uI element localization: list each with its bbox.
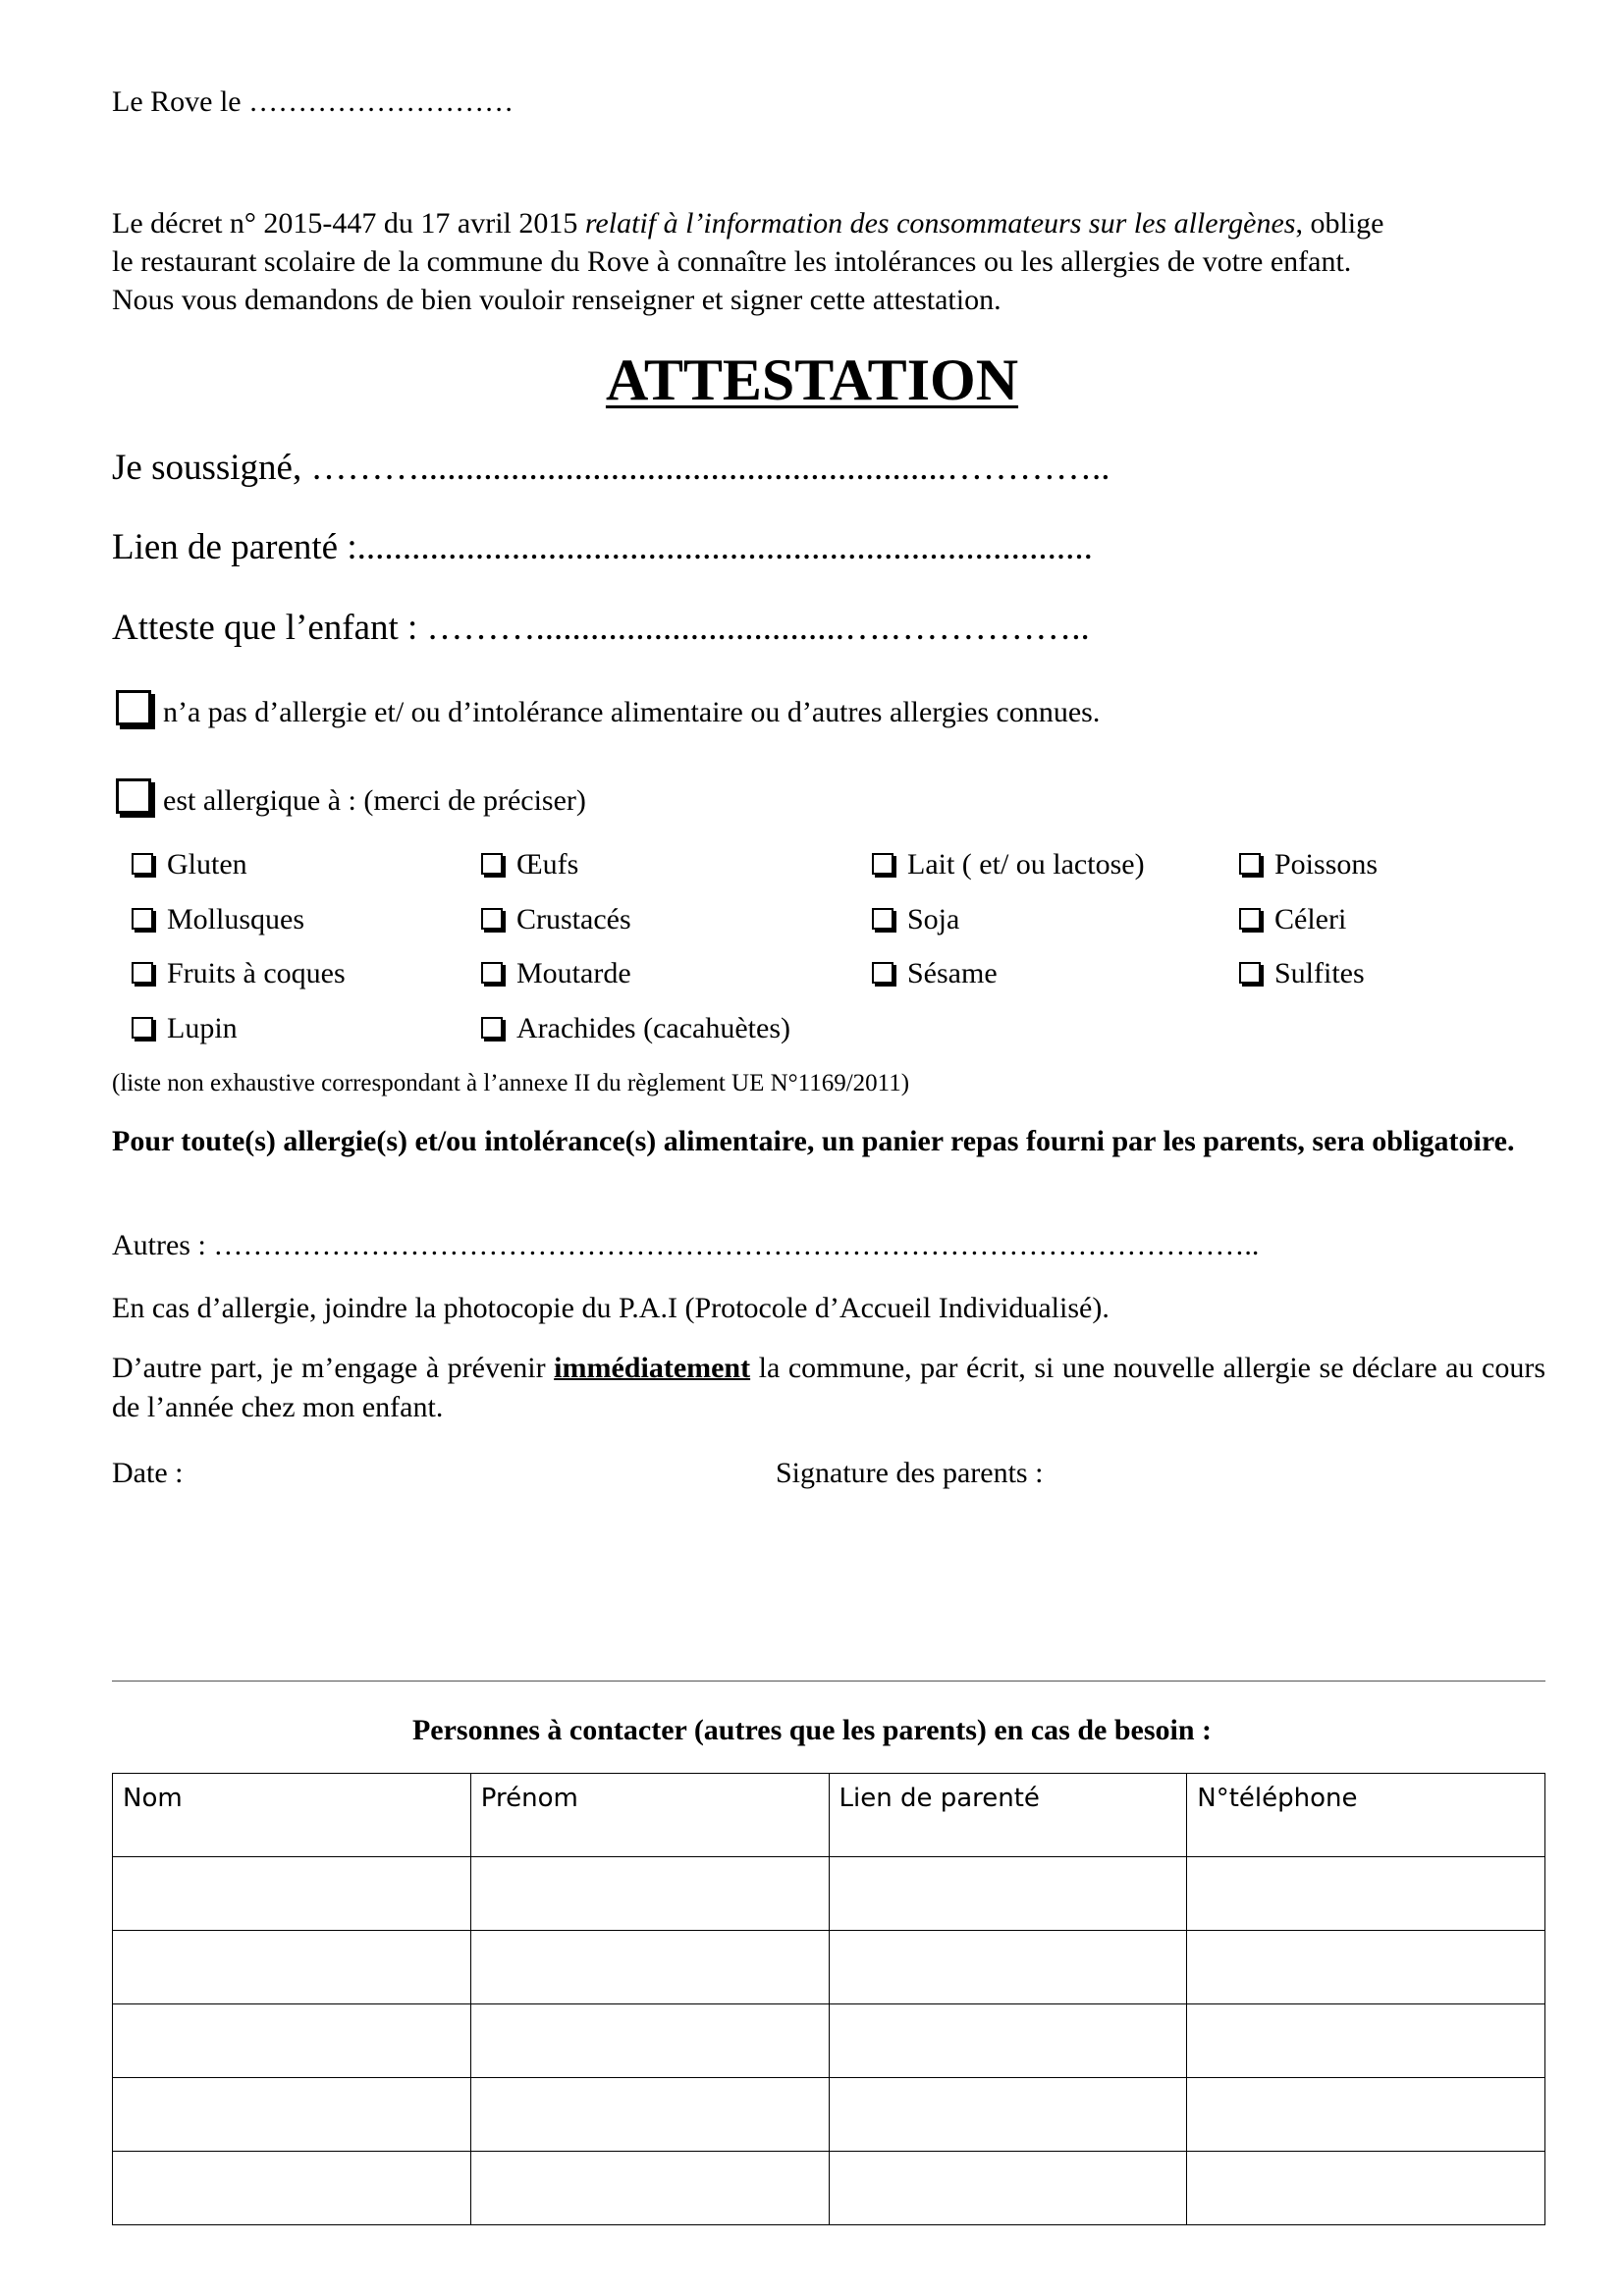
intro-line-2: le restaurant scolaire de la commune du Rove à connaître les intolérances ou les allergies de votre enfant. (112, 245, 1352, 278)
allergen-option[interactable] (132, 846, 247, 883)
allergen-checkbox[interactable] (132, 962, 153, 984)
contact-cell[interactable] (829, 1931, 1187, 2004)
contact-cell[interactable] (1187, 2004, 1545, 2078)
contact-cell[interactable] (1187, 2078, 1545, 2152)
field-autres[interactable]: Autres : …………………………………………………………………………………………….. (112, 1229, 1260, 1261)
allergen-label: Poissons (1274, 848, 1379, 881)
col-header-lien: Lien de parenté (829, 1774, 1187, 1857)
engagement-emphasis: immédiatement (554, 1352, 751, 1384)
contact-cell[interactable] (470, 2152, 829, 2225)
allergen-option[interactable] (132, 1010, 238, 1047)
field-enfant[interactable]: Atteste que l’enfant : ………..................................….…………….. (112, 608, 1090, 648)
checkbox-no-allergy[interactable] (116, 690, 151, 725)
allergen-label: Lait ( et/ ou lactose) (907, 848, 1145, 881)
section-divider (112, 1681, 1545, 1682)
allergen-checkbox[interactable] (1239, 962, 1261, 984)
allergen-option[interactable] (481, 901, 631, 938)
allergen-checkbox[interactable] (481, 853, 503, 875)
contact-cell[interactable] (113, 2004, 471, 2078)
engagement-paragraph: D’autre part, je m’engage à prévenir immédiatement la commune, par écrit, si une nouvelle allergie se déclare au cours de l’année chez mon enfant. (112, 1352, 1546, 1423)
allergen-label: Fruits à coques (167, 957, 346, 989)
allergen-option[interactable] (1239, 901, 1346, 938)
col-header-telephone: N°téléphone (1187, 1774, 1545, 1857)
allergen-label: Mollusques (167, 903, 305, 935)
date-label[interactable]: Date : (112, 1457, 184, 1489)
contact-row (113, 2152, 1545, 2225)
contact-cell[interactable] (113, 1857, 471, 1931)
allergen-label: Arachides (cacahuètes) (516, 1012, 790, 1044)
allergen-option[interactable] (872, 901, 959, 938)
allergen-label: Gluten (167, 848, 247, 881)
allergen-checkbox[interactable] (132, 1017, 153, 1039)
contacts-table (112, 1773, 1545, 2225)
option-no-allergy[interactable] (116, 690, 1100, 731)
decree-subject: relatif à l’information des consommateurs sur les allergènes (584, 207, 1296, 240)
option-no-allergy-label: n’a pas d’allergie et/ ou d’intolérance alimentaire ou d’autres allergies connues. (163, 696, 1101, 728)
allergen-label: Moutarde (516, 957, 631, 989)
contact-row (113, 1857, 1545, 1931)
contact-row (113, 1931, 1545, 2004)
contact-cell[interactable] (1187, 2152, 1545, 2225)
regulation-note: (liste non exhaustive correspondant à l’annexe II du règlement UE N°1169/2011) (112, 1070, 910, 1096)
contact-cell[interactable] (829, 1857, 1187, 1931)
contact-cell[interactable] (1187, 1931, 1545, 2004)
option-allergic-label: est allergique à : (merci de préciser) (163, 784, 586, 817)
page-title: ATTESTATION (605, 347, 1019, 412)
field-lien-parente[interactable]: Lien de parenté :................................................................................. (112, 527, 1093, 567)
allergen-checkbox[interactable] (481, 908, 503, 930)
contact-cell[interactable] (113, 2152, 471, 2225)
allergen-label: Lupin (167, 1012, 238, 1044)
field-soussigne[interactable]: Je soussigné, ………..........................................................………….. (112, 448, 1110, 488)
allergen-label: Œufs (516, 848, 579, 881)
contact-cell[interactable] (470, 1931, 829, 2004)
contact-cell[interactable] (113, 2078, 471, 2152)
contact-cell[interactable] (829, 2078, 1187, 2152)
contact-cell[interactable] (829, 2152, 1187, 2225)
allergen-checkbox[interactable] (1239, 853, 1261, 875)
allergen-option[interactable] (481, 955, 631, 992)
contact-cell[interactable] (470, 1857, 829, 1931)
allergen-checkbox[interactable] (132, 908, 153, 930)
col-header-nom: Nom (113, 1774, 471, 1857)
contact-cell[interactable] (1187, 1857, 1545, 1931)
contact-cell[interactable] (113, 1931, 471, 2004)
allergen-checkbox[interactable] (132, 853, 153, 875)
contacts-heading: Personnes à contacter (autres que les parents) en cas de besoin : (411, 1714, 1213, 1746)
contact-cell[interactable] (470, 2078, 829, 2152)
contact-cell[interactable] (829, 2004, 1187, 2078)
allergen-label: Céleri (1274, 903, 1347, 935)
allergen-label: Sulfites (1274, 957, 1365, 989)
intro-line-1: Le décret n° 2015-447 du 17 avril 2015 relatif à l’information des consommateurs sur les allergènes, oblige (112, 207, 1384, 240)
contacts-body (113, 1857, 1545, 2225)
place-date-line[interactable]: Le Rove le ……………………… (112, 85, 514, 118)
intro-paragraph (112, 204, 1545, 319)
allergen-option[interactable] (1239, 846, 1378, 883)
allergen-option[interactable] (1239, 955, 1365, 992)
allergen-option[interactable] (132, 901, 304, 938)
contact-row (113, 2078, 1545, 2152)
allergen-option[interactable] (872, 846, 1145, 883)
allergen-checkbox[interactable] (872, 853, 893, 875)
allergen-checkbox[interactable] (872, 908, 893, 930)
pai-instruction: En cas d’allergie, joindre la photocopie du P.A.I (Protocole d’Accueil Individualisé). (112, 1292, 1110, 1324)
allergen-label: Soja (907, 903, 960, 935)
allergen-checkbox[interactable] (481, 1017, 503, 1039)
contacts-header-row (113, 1774, 1545, 1857)
option-allergic[interactable] (116, 778, 586, 820)
allergen-checkbox[interactable] (481, 962, 503, 984)
allergen-option[interactable] (872, 955, 998, 992)
allergen-option[interactable] (132, 955, 346, 992)
col-header-prenom: Prénom (470, 1774, 829, 1857)
allergen-option[interactable] (481, 846, 578, 883)
contact-row (113, 2004, 1545, 2078)
signature-label[interactable]: Signature des parents : (776, 1457, 1044, 1489)
allergen-checkbox[interactable] (872, 962, 893, 984)
basket-warning: Pour toute(s) allergie(s) et/ou intolérance(s) alimentaire, un panier repas fourni par les parents, sera obligatoire. (112, 1125, 1515, 1157)
allergen-checkbox[interactable] (1239, 908, 1261, 930)
contact-cell[interactable] (470, 2004, 829, 2078)
checkbox-allergic[interactable] (116, 778, 151, 814)
allergen-label: Crustacés (516, 903, 631, 935)
allergen-label: Sésame (907, 957, 998, 989)
allergen-option[interactable] (481, 1010, 790, 1047)
intro-line-3: Nous vous demandons de bien vouloir renseigner et signer cette attestation. (112, 284, 1001, 316)
